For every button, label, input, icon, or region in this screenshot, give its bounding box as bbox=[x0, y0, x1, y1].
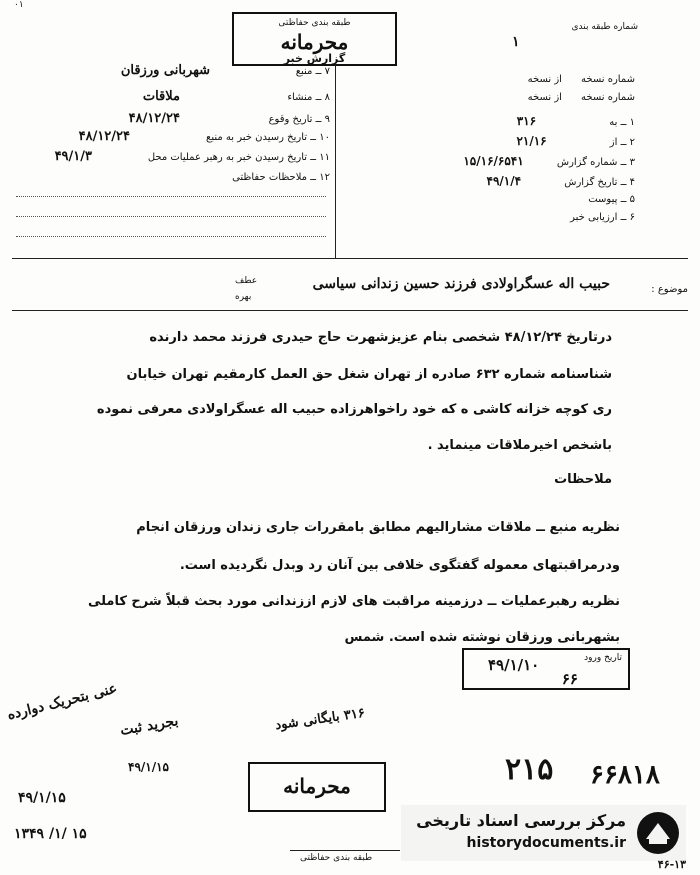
body-line-2: شناسنامه شماره ۶۳۲ صادره از تهران شغل حق العمل کارمقیم تهران خیابان bbox=[126, 367, 612, 382]
watermark-title: مرکز بررسی اسناد تاریخی bbox=[416, 811, 626, 830]
right-fields bbox=[345, 66, 635, 256]
handwritten-mid-note: بجرید ثبت bbox=[119, 713, 180, 739]
watermark-url: historydocuments.ir bbox=[466, 835, 626, 851]
blank-line-2 bbox=[16, 216, 326, 217]
bottom-classification-stamp bbox=[248, 762, 386, 812]
received-stamp-line2: ۴۹/۱/۱۰ bbox=[488, 656, 540, 674]
field-copy-no-2: شماره نسخه از نسخه bbox=[527, 92, 635, 103]
field-attachment: ۵ ــ پیوست bbox=[588, 194, 635, 205]
classification-box bbox=[232, 12, 397, 66]
blank-line-3 bbox=[16, 236, 326, 237]
subject-side-note-top: عطف bbox=[235, 276, 258, 286]
field-from: ۲ ــ از ۲۱/۱۶ bbox=[516, 134, 635, 148]
received-stamp-line3: ۶۶ bbox=[561, 670, 578, 688]
field-report-date: ۴ ــ تاریخ گزارش ۴۹/۱/۴ bbox=[486, 174, 635, 188]
notes-line-4: بشهربانی ورزقان نوشته شده است. شمس bbox=[344, 630, 620, 645]
notes-line-3: نظریه رهبرعملیات ــ درزمینه مراقبت های لازم اززندانی مورد بحث قبلاً شرح کاملی bbox=[87, 594, 620, 609]
handwritten-bottom-right-code: ۴۶-۱۳ bbox=[657, 858, 686, 871]
field-report-number: ۳ ــ شماره گزارش ۱۵/۱۶/۶۵۴۱ bbox=[463, 154, 635, 168]
watermark bbox=[401, 805, 686, 861]
field-copy-no-1: شماره نسخه از نسخه bbox=[527, 74, 635, 85]
classification-box-sub: گزارش خبر bbox=[283, 52, 346, 65]
header-bottom-rule bbox=[12, 258, 688, 259]
handwritten-bottom-date: ۱۳۴۹ /۱/ ۱۵ bbox=[14, 826, 87, 842]
top-right-label: شماره طبقه بندی bbox=[571, 22, 638, 32]
field-received-ops-date: ۱۱ ــ تاریخ رسیدن خبر به رهبر عملیات محل ۴۹/۱/۳ bbox=[54, 149, 330, 164]
classification-box-main: محرمانه bbox=[280, 30, 349, 54]
body-line-4: باشخص اخیرملاقات مینماید . bbox=[427, 438, 612, 453]
classification-box-top: طبقه بندی حفاظتی bbox=[278, 18, 351, 28]
archive-logo-icon bbox=[634, 809, 682, 857]
top-left-corner-text: ۰۱ bbox=[14, 0, 24, 10]
body-line-3: ری کوچه خزانه کاشی ه که خود راخواهرزاده حبیب اله عسگراولادی معرفی نموده bbox=[96, 402, 612, 417]
body-line-1: درتاریخ ۴۸/۱۲/۲۴ شخصی بنام عزیزشهرت حاج حیدری فرزند محمد دارنده bbox=[149, 330, 612, 345]
subject-side-note-bottom: بهره bbox=[235, 292, 252, 302]
subject-value: حبیب اله عسگراولادی فرزند حسین زندانی سیاسی bbox=[312, 276, 610, 292]
number-mark: ۱ bbox=[512, 34, 520, 50]
left-fields bbox=[12, 63, 330, 256]
field-to: ۱ ــ به ۳۱۶ bbox=[516, 114, 635, 128]
handwritten-left-date: ۴۹/۱/۱۵ bbox=[18, 790, 66, 806]
header-center-divider bbox=[335, 62, 336, 258]
received-stamp bbox=[462, 648, 630, 690]
field-origin: ۸ ــ منشاء ملاقات bbox=[142, 89, 330, 104]
field-source: ۷ ــ منبع شهربانی ورزقان bbox=[120, 63, 330, 78]
handwritten-number-a: ۶۶۸۱۸ bbox=[590, 760, 660, 790]
handwritten-mid-date: ۴۹/۱/۱۵ bbox=[128, 760, 169, 774]
field-event-date: ۹ ــ تاریخ وقوع ۴۸/۱۲/۲۴ bbox=[128, 111, 330, 126]
notes-line-1: نظریه منبع ــ ملاقات مشارالیهم مطابق بامقررات جاری زندان ورزقان انجام bbox=[136, 520, 620, 535]
bottom-stamp-main: محرمانه bbox=[283, 774, 351, 798]
subject-rule bbox=[12, 310, 688, 311]
notes-line-2: ودرمراقبتهای معموله گفتگوی خلافی بین آنان رد وبدل نگردیده است. bbox=[179, 558, 620, 573]
blank-line-1 bbox=[16, 196, 326, 197]
field-evaluation: ۶ ــ ارزیابی خبر bbox=[570, 212, 635, 223]
received-stamp-line1: تاریخ ورود bbox=[584, 653, 622, 663]
subject-label: موضوع : bbox=[651, 284, 688, 295]
bottom-stamp-label: طبقه بندی حفاظتی bbox=[300, 853, 373, 863]
field-security-notes: ۱۲ ــ ملاحظات حفاظتی bbox=[232, 172, 330, 183]
handwritten-center-note: ۳۱۶ بایگانی شود bbox=[274, 705, 366, 734]
notes-title: ملاحظات bbox=[554, 472, 612, 487]
field-received-source-date: ۱۰ ــ تاریخ رسیدن خبر به منبع ۴۸/۱۲/۲۴ bbox=[78, 129, 330, 144]
bottom-stamp-rule bbox=[290, 850, 400, 851]
handwritten-left-note: عنی بتحریک دوارده bbox=[5, 680, 119, 724]
handwritten-number-b: ۲۱۵ bbox=[505, 752, 554, 787]
